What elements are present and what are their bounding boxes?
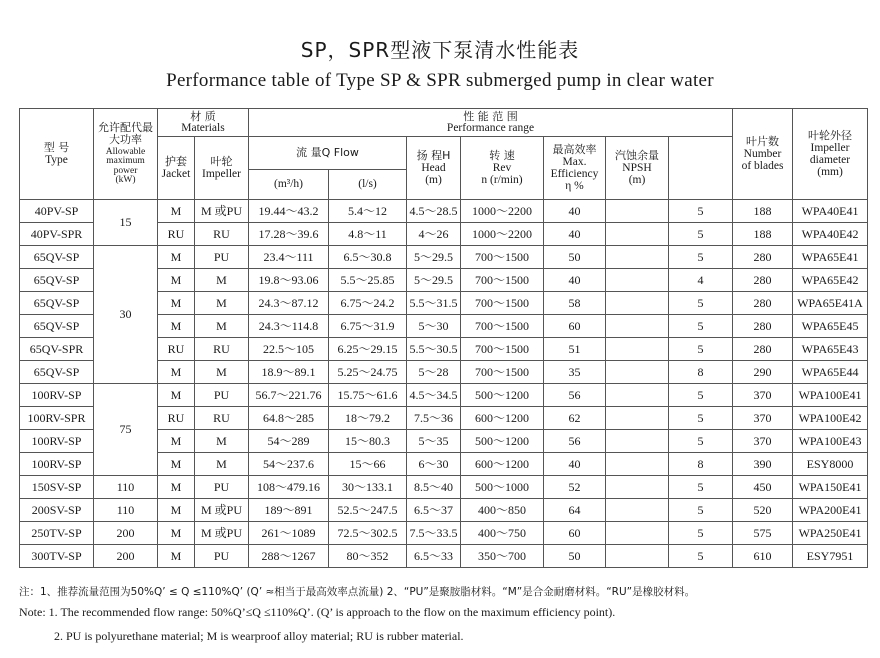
- cell-rev: 700～1500: [461, 338, 544, 361]
- cell-power: 75: [94, 384, 158, 476]
- cell-dia: 280: [733, 246, 793, 269]
- header-npsh-unit: (m): [628, 173, 646, 186]
- header-npsh: [606, 137, 669, 200]
- cell-flow-ls: 30～133.1: [329, 476, 407, 499]
- header-eff-en1: Max.: [562, 155, 587, 168]
- cell-jacket: M: [158, 361, 195, 384]
- cell-eff: 60: [544, 315, 606, 338]
- cell-npsh: [606, 246, 669, 269]
- cell-flow-ls: 5.4～12: [329, 200, 407, 223]
- cell-flow-ls: 52.5～247.5: [329, 499, 407, 522]
- cell-impeller: PU: [195, 476, 249, 499]
- cell-blades: 5: [669, 384, 733, 407]
- cell-flow-m3h: 56.7～221.76: [249, 384, 329, 407]
- header-blades-en1: Number: [743, 147, 782, 160]
- header-power-unit: (kW): [115, 175, 136, 186]
- cell-eff: 64: [544, 499, 606, 522]
- cell-power: 30: [94, 246, 158, 384]
- cell-impeller: M: [195, 269, 249, 292]
- cell-power: 110: [94, 476, 158, 499]
- cell-eff: 40: [544, 269, 606, 292]
- header-eff-cn: 最高效率: [552, 143, 597, 157]
- cell-jacket: M: [158, 453, 195, 476]
- table-row: [20, 499, 868, 522]
- cell-rev: 500～1200: [461, 384, 544, 407]
- cell-jacket: M: [158, 315, 195, 338]
- cell-flow-ls: 6.75～31.9: [329, 315, 407, 338]
- cell-blades: 5: [669, 315, 733, 338]
- cell-npsh: [606, 269, 669, 292]
- cell-head: 4～26: [407, 223, 461, 246]
- cell-flow-m3h: 261～1089: [249, 522, 329, 545]
- cell-dia: 610: [733, 545, 793, 568]
- cell-type: 65QV-SP: [20, 292, 94, 315]
- cell-npsh: [606, 223, 669, 246]
- performance-table: [19, 108, 868, 568]
- header-power-cn: 允许配代最大功率: [98, 121, 153, 146]
- header-diameter: [793, 109, 868, 200]
- cell-eff: 60: [544, 522, 606, 545]
- cell-impeller: RU: [195, 407, 249, 430]
- cell-npsh: [606, 499, 669, 522]
- cell-flow-m3h: 189～891: [249, 499, 329, 522]
- cell-flow-m3h: 19.44～43.2: [249, 200, 329, 223]
- header-range-cn: 性 能 范 围: [463, 109, 518, 123]
- cell-rev: 700～1500: [461, 361, 544, 384]
- cell-blades: 5: [669, 200, 733, 223]
- cell-head: 7.5～33.5: [407, 522, 461, 545]
- cell-impeller: PU: [195, 545, 249, 568]
- note-chinese: 注：1、推荐流量范围为50%Q’ ≤ Q ≤110%Q’ (Q’ ≈相当于最高效率点流量) 2、“PU”是聚胺脂材料。“M”是合金耐磨材料。“RU”是橡胶材料。: [19, 586, 696, 598]
- header-rev: [461, 137, 544, 200]
- cell-rev: 1000～2200: [461, 223, 544, 246]
- note-english-1: Note: 1. The recommended flow range: 50%Q’≤Q ≤110%Q’. (Q’ is approach to the flow on the maximum efficiency point).: [19, 605, 616, 619]
- header-jacket: [158, 137, 195, 200]
- cell-curve: WPA250E41: [793, 522, 868, 545]
- cell-jacket: M: [158, 384, 195, 407]
- cell-flow-ls: 15～66: [329, 453, 407, 476]
- cell-head: 5～28: [407, 361, 461, 384]
- cell-impeller: PU: [195, 384, 249, 407]
- cell-flow-m3h: 108～479.16: [249, 476, 329, 499]
- cell-rev: 700～1500: [461, 315, 544, 338]
- cell-head: 4.5～28.5: [407, 200, 461, 223]
- cell-blades: 5: [669, 338, 733, 361]
- cell-rev: 700～1500: [461, 292, 544, 315]
- cell-dia: 290: [733, 361, 793, 384]
- cell-type: 65QV-SP: [20, 361, 94, 384]
- cell-head: 5～35: [407, 430, 461, 453]
- cell-npsh: [606, 384, 669, 407]
- cell-npsh: [606, 453, 669, 476]
- cell-jacket: RU: [158, 223, 195, 246]
- header-rev-unit: n (r/min): [481, 173, 523, 186]
- cell-head: 8.5～40: [407, 476, 461, 499]
- cell-npsh: [606, 407, 669, 430]
- cell-blades: 5: [669, 476, 733, 499]
- cell-rev: 400～750: [461, 522, 544, 545]
- cell-jacket: M: [158, 292, 195, 315]
- header-impeller: [195, 137, 249, 200]
- cell-dia: 188: [733, 223, 793, 246]
- cell-blades: 4: [669, 269, 733, 292]
- header-blades: [733, 109, 793, 200]
- cell-head: 5.5～31.5: [407, 292, 461, 315]
- cell-dia: 280: [733, 269, 793, 292]
- cell-jacket: RU: [158, 407, 195, 430]
- cell-curve: WPA65E42: [793, 269, 868, 292]
- header-dia-en1: Impeller: [810, 141, 850, 154]
- header-dia-unit: (mm): [817, 165, 843, 178]
- header-materials-cn: 材 质: [190, 109, 216, 123]
- cell-curve: ESY8000: [793, 453, 868, 476]
- cell-flow-m3h: 23.4～111: [249, 246, 329, 269]
- header-range-en: Performance range: [446, 122, 535, 135]
- cell-npsh: [606, 292, 669, 315]
- header-head-unit: (m): [425, 173, 442, 186]
- cell-rev: 350～700: [461, 545, 544, 568]
- cell-jacket: M: [158, 246, 195, 269]
- cell-dia: 280: [733, 338, 793, 361]
- header-blades-en2: of blades: [741, 159, 784, 172]
- header-flow-unit-ls: (l/s): [329, 170, 407, 200]
- cell-head: 7.5～36: [407, 407, 461, 430]
- cell-dia: 575: [733, 522, 793, 545]
- cell-type: 40PV-SP: [20, 200, 94, 223]
- cell-flow-m3h: 24.3～114.8: [249, 315, 329, 338]
- cell-rev: 400～850: [461, 499, 544, 522]
- cell-head: 5～29.5: [407, 269, 461, 292]
- cell-flow-ls: 6.75～24.2: [329, 292, 407, 315]
- cell-npsh: [606, 338, 669, 361]
- cell-rev: 600～1200: [461, 453, 544, 476]
- cell-rev: 600～1200: [461, 407, 544, 430]
- header-blades-cn: 叶片数: [746, 135, 780, 149]
- cell-blades: 5: [669, 545, 733, 568]
- cell-curve: WPA65E43: [793, 338, 868, 361]
- cell-power: 15: [94, 200, 158, 246]
- header-npsh-en: NPSH: [622, 161, 652, 174]
- cell-blades: 8: [669, 453, 733, 476]
- cell-type: 100RV-SP: [20, 384, 94, 407]
- table-row: [20, 200, 868, 223]
- cell-type: 65QV-SP: [20, 246, 94, 269]
- cell-head: 4.5～34.5: [407, 384, 461, 407]
- cell-npsh: [606, 545, 669, 568]
- note-english-2: 2. PU is polyurethane material; M is wearproof alloy material; RU is rubber material.: [54, 629, 464, 643]
- cell-eff: 51: [544, 338, 606, 361]
- cell-dia: 280: [733, 292, 793, 315]
- cell-curve: WPA200E41: [793, 499, 868, 522]
- cell-jacket: M: [158, 545, 195, 568]
- cell-type: 65QV-SP: [20, 269, 94, 292]
- header-flow: [249, 137, 407, 170]
- cell-dia: 370: [733, 407, 793, 430]
- cell-npsh: [606, 522, 669, 545]
- cell-dia: 280: [733, 315, 793, 338]
- cell-flow-m3h: 288～1267: [249, 545, 329, 568]
- cell-impeller: M: [195, 292, 249, 315]
- cell-curve: WPA65E41: [793, 246, 868, 269]
- cell-eff: 62: [544, 407, 606, 430]
- header-type: [20, 109, 94, 200]
- table-row: [20, 476, 868, 499]
- cell-eff: 50: [544, 545, 606, 568]
- header-materials-en: Materials: [181, 122, 225, 135]
- cell-type: 65QV-SP: [20, 315, 94, 338]
- cell-blades: 5: [669, 430, 733, 453]
- cell-blades: 5: [669, 407, 733, 430]
- cell-jacket: M: [158, 499, 195, 522]
- header-dia-en2: diameter: [809, 153, 851, 166]
- cell-npsh: [606, 361, 669, 384]
- cell-type: 65QV-SPR: [20, 338, 94, 361]
- cell-type: 300TV-SP: [20, 545, 94, 568]
- cell-flow-ls: 15～80.3: [329, 430, 407, 453]
- cell-blades: 5: [669, 223, 733, 246]
- header-rev-cn: 转 速: [489, 149, 515, 163]
- cell-impeller: M 或PU: [195, 200, 249, 223]
- header-flow-unit-m3h: (m³/h): [249, 170, 329, 200]
- cell-flow-m3h: 17.28～39.6: [249, 223, 329, 246]
- header-rev-en: Rev: [492, 161, 512, 174]
- cell-impeller: M: [195, 315, 249, 338]
- cell-flow-ls: 18～79.2: [329, 407, 407, 430]
- cell-type: 40PV-SPR: [20, 223, 94, 246]
- cell-impeller: RU: [195, 223, 249, 246]
- header-type-en: Type: [45, 153, 68, 166]
- cell-eff: 50: [544, 246, 606, 269]
- title-english: Performance table of Type SP & SPR submerged pump in clear water: [166, 70, 714, 91]
- cell-flow-ls: 72.5～302.5: [329, 522, 407, 545]
- header-npsh-cn: 汽蚀余量: [615, 149, 659, 163]
- cell-head: 5.5～30.5: [407, 338, 461, 361]
- cell-type: 200SV-SP: [20, 499, 94, 522]
- cell-flow-m3h: 64.8～285: [249, 407, 329, 430]
- cell-eff: 58: [544, 292, 606, 315]
- cell-flow-m3h: 24.3～87.12: [249, 292, 329, 315]
- header-type-cn: 型 号: [43, 141, 70, 155]
- cell-rev: 1000～2200: [461, 200, 544, 223]
- cell-flow-ls: 5.25～24.75: [329, 361, 407, 384]
- cell-head: 6～30: [407, 453, 461, 476]
- cell-eff: 52: [544, 476, 606, 499]
- header-eff-unit: η %: [565, 179, 584, 192]
- cell-type: 250TV-SP: [20, 522, 94, 545]
- cell-dia: 370: [733, 430, 793, 453]
- cell-flow-ls: 15.75～61.6: [329, 384, 407, 407]
- cell-curve: ESY7951: [793, 545, 868, 568]
- cell-jacket: M: [158, 476, 195, 499]
- cell-eff: 40: [544, 223, 606, 246]
- header-head-en: Head: [421, 161, 446, 174]
- cell-npsh: [606, 476, 669, 499]
- cell-power: 110: [94, 499, 158, 522]
- header-head: [407, 137, 461, 200]
- cell-curve: WPA40E41: [793, 200, 868, 223]
- header-performance-range: [249, 109, 733, 137]
- cell-rev: 700～1500: [461, 246, 544, 269]
- cell-curve: WPA40E42: [793, 223, 868, 246]
- cell-npsh: [606, 315, 669, 338]
- cell-impeller: M 或PU: [195, 499, 249, 522]
- cell-curve: WPA150E41: [793, 476, 868, 499]
- cell-blades: 5: [669, 246, 733, 269]
- header-flow-label: 流 量Q Flow: [296, 146, 359, 160]
- cell-flow-m3h: 22.5～105: [249, 338, 329, 361]
- cell-impeller: RU: [195, 338, 249, 361]
- cell-curve: WPA65E45: [793, 315, 868, 338]
- cell-rev: 500～1000: [461, 476, 544, 499]
- cell-curve: WPA65E44: [793, 361, 868, 384]
- cell-flow-ls: 4.8～11: [329, 223, 407, 246]
- cell-dia: 370: [733, 384, 793, 407]
- cell-blades: 8: [669, 361, 733, 384]
- cell-impeller: M: [195, 430, 249, 453]
- cell-flow-m3h: 18.9～89.1: [249, 361, 329, 384]
- cell-head: 6.5～33: [407, 545, 461, 568]
- cell-jacket: M: [158, 522, 195, 545]
- cell-type: 150SV-SP: [20, 476, 94, 499]
- cell-eff: 56: [544, 430, 606, 453]
- cell-power: 200: [94, 545, 158, 568]
- cell-impeller: PU: [195, 246, 249, 269]
- cell-flow-m3h: 54～289: [249, 430, 329, 453]
- cell-impeller: M: [195, 453, 249, 476]
- header-head-cn: 扬 程H: [416, 149, 451, 163]
- cell-rev: 500～1200: [461, 430, 544, 453]
- table-row: [20, 522, 868, 545]
- cell-impeller: M 或PU: [195, 522, 249, 545]
- header-power-en: Allowable maximum power: [105, 146, 146, 176]
- cell-type: 100RV-SP: [20, 430, 94, 453]
- cell-impeller: M: [195, 361, 249, 384]
- cell-flow-m3h: 54～237.6: [249, 453, 329, 476]
- cell-curve: WPA100E43: [793, 430, 868, 453]
- cell-dia: 450: [733, 476, 793, 499]
- cell-curve: WPA100E42: [793, 407, 868, 430]
- header-jacket-en: Jacket: [161, 167, 191, 180]
- header-impeller-en: Impeller: [202, 167, 241, 180]
- table-row: [20, 545, 868, 568]
- table-row: [20, 246, 868, 269]
- cell-type: 100RV-SPR: [20, 407, 94, 430]
- cell-blades: 5: [669, 292, 733, 315]
- cell-head: 6.5～37: [407, 499, 461, 522]
- cell-flow-m3h: 19.8～93.06: [249, 269, 329, 292]
- cell-curve: WPA100E41: [793, 384, 868, 407]
- cell-blades: 5: [669, 499, 733, 522]
- cell-jacket: RU: [158, 338, 195, 361]
- cell-eff: 40: [544, 453, 606, 476]
- cell-jacket: M: [158, 269, 195, 292]
- cell-curve: WPA65E41A: [793, 292, 868, 315]
- cell-type: 100RV-SP: [20, 453, 94, 476]
- cell-npsh: [606, 200, 669, 223]
- cell-flow-ls: 6.5～30.8: [329, 246, 407, 269]
- cell-rev: 700～1500: [461, 269, 544, 292]
- header-materials: [158, 109, 249, 137]
- cell-head: 5～29.5: [407, 246, 461, 269]
- cell-head: 5～30: [407, 315, 461, 338]
- cell-dia: 390: [733, 453, 793, 476]
- cell-eff: 35: [544, 361, 606, 384]
- cell-flow-ls: 6.25～29.15: [329, 338, 407, 361]
- cell-power: 200: [94, 522, 158, 545]
- cell-eff: 56: [544, 384, 606, 407]
- cell-blades: 5: [669, 522, 733, 545]
- cell-flow-ls: 5.5～25.85: [329, 269, 407, 292]
- header-dia-cn: 叶轮外径: [808, 129, 853, 143]
- header-eff-en2: Efficiency: [550, 167, 599, 180]
- cell-flow-ls: 80～352: [329, 545, 407, 568]
- cell-dia: 520: [733, 499, 793, 522]
- cell-npsh: [606, 430, 669, 453]
- cell-dia: 188: [733, 200, 793, 223]
- header-efficiency: [544, 137, 606, 200]
- header-power: [94, 109, 158, 200]
- table-row: [20, 384, 868, 407]
- header-impeller-cn: 叶轮: [210, 155, 233, 169]
- cell-eff: 40: [544, 200, 606, 223]
- title-chinese: SP，SPR型液下泵清水性能表: [300, 38, 580, 62]
- cell-jacket: M: [158, 200, 195, 223]
- cell-jacket: M: [158, 430, 195, 453]
- header-jacket-cn: 护套: [165, 155, 187, 169]
- table-body: [20, 200, 868, 568]
